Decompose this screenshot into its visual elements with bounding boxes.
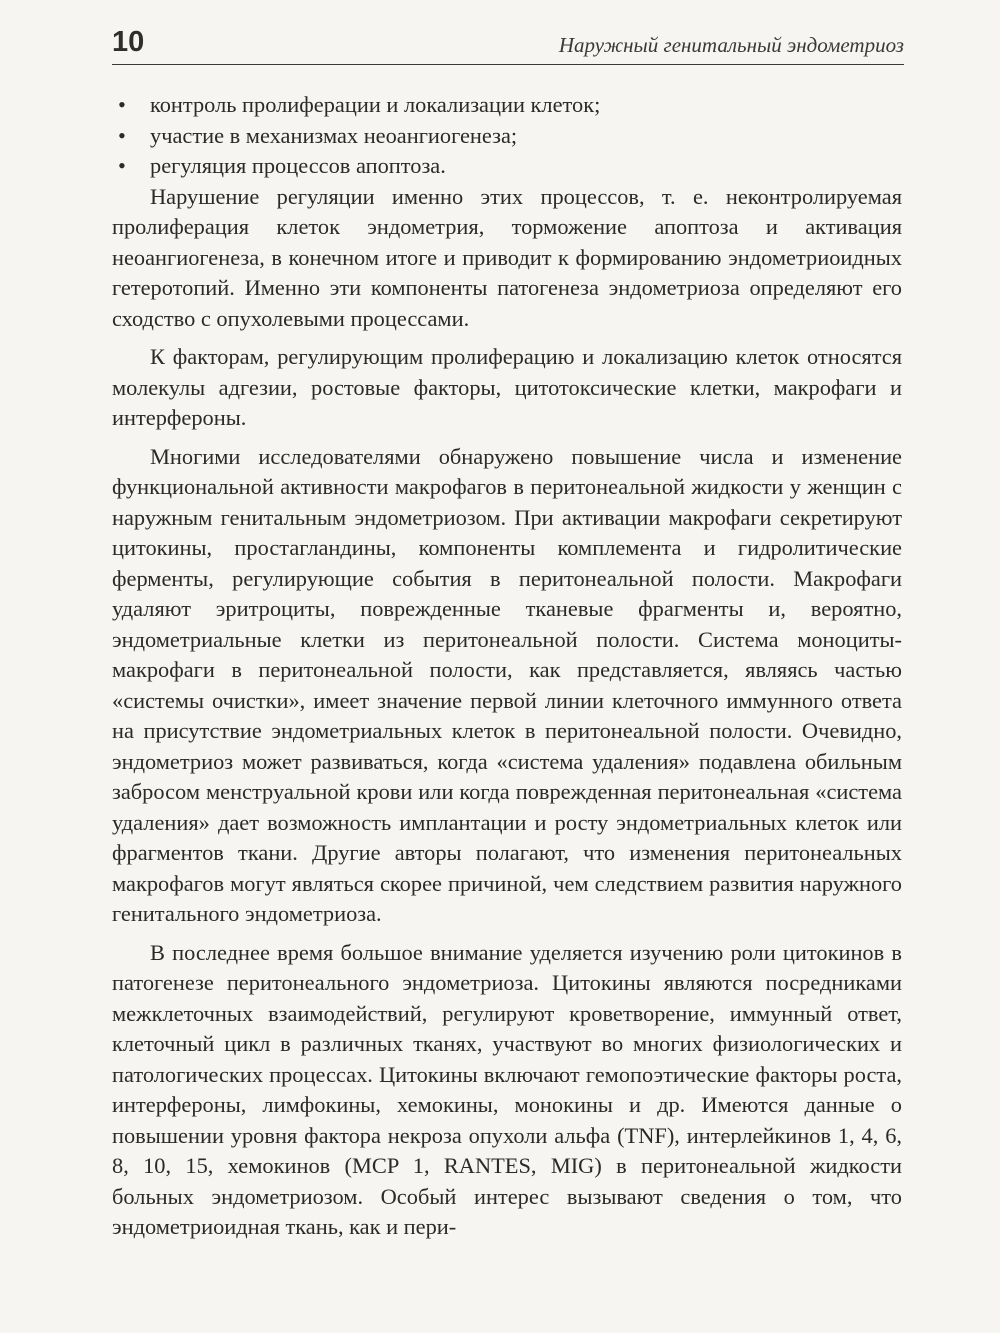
bullet-icon: •	[118, 153, 126, 178]
running-title: Наружный генитальный эндометриоз	[558, 33, 904, 57]
bullet-icon: •	[118, 122, 126, 148]
paragraph: К факторам, регулирующим пролиферацию и локализацию клеток относятся молекулы адгезии, ростовые факторы, цитотоксические клетки, макрофаги и интерфероны.	[112, 344, 902, 430]
bullet-icon: •	[118, 92, 126, 117]
paragraph: В последнее время большое внимание уделяется изучению роли цитокинов в патогенезе перитонеального эндометриоза. Цитокины являются посредниками межклеточных взаимодействий, регулируют кроветворение, иммунный ответ, клеточный цикл в различных тканях, участвуют во многих физиологических и патологических процессах. Цитокины включают гемопоэтические факторы роста, интерфероны, лимфокины, хемокины, монокины и др. Имеются данные о повышении уровня фактора некроза опухоли альфа (TNF), интерлейкинов 1, 4, 6, 8, 10, 15, хемокинов (MCP 1, RANTES, MIG) в перитонеальной жидкости больных эндометриозом. Особый интерес вызывают сведения о том, что эндометриоидная ткань, как и пери-	[112, 939, 902, 1239]
paragraph: Многими исследователями обнаружено повышение числа и изменение функциональной активности макрофагов в перитонеальной жидкости у женщин с наружным генитальным эндометриозом. При активации макрофаги секретируют цитокины, простагландины, компоненты комплемента и гидролитические ферменты, регулирующие события в перитонеальной полости. Макрофаги удаляют эритроциты, поврежденные тканевые фрагменты и, вероятно, эндометриальные клетки из перитонеальной полости. Система моноциты-макрофаги в перитонеальной полости, как представляется, являясь частью «системы очистки», имеет значение первой линии клеточного иммунного ответа на присутствие эндометриальных клеток в перитонеальной полости. Очевидно, эндометриоз может развиваться, когда «система удаления» подавлена обильным забросом менструальной крови или когда поврежденная перитонеальная «система удаления» дает возможность имплантации и росту эндометриальных клеток или фрагментов ткани. Другие авторы полагают, что изменения перитонеальных макрофагов могут являться скорее причиной, чем следствием развития наружного генитального эндометриоза.	[112, 443, 902, 926]
list-item-text: контроль пролиферации и локализации клеток;	[150, 92, 601, 117]
bullet-list	[112, 90, 902, 182]
paragraph: Нарушение регуляции именно этих процессов, т. е. неконтролируемая пролиферация клеток эндометрия, торможение апоптоза и активация неоангиогенеза, в конечном итоге и приводит к формированию эндометриоидных гетеротопий. Именно эти компоненты патогенеза эндометриоза определяют его сходство с опухолевыми процессами.	[112, 183, 902, 331]
list-item	[112, 121, 902, 152]
list-item-text: участие в механизмах неоангиогенеза;	[150, 122, 518, 148]
page-body	[112, 90, 902, 1243]
page-number: 10	[112, 26, 145, 58]
page-header	[112, 22, 904, 65]
list-item-text: регуляция процессов апоптоза.	[150, 153, 446, 178]
list-item	[112, 90, 902, 121]
list-item	[112, 151, 902, 182]
